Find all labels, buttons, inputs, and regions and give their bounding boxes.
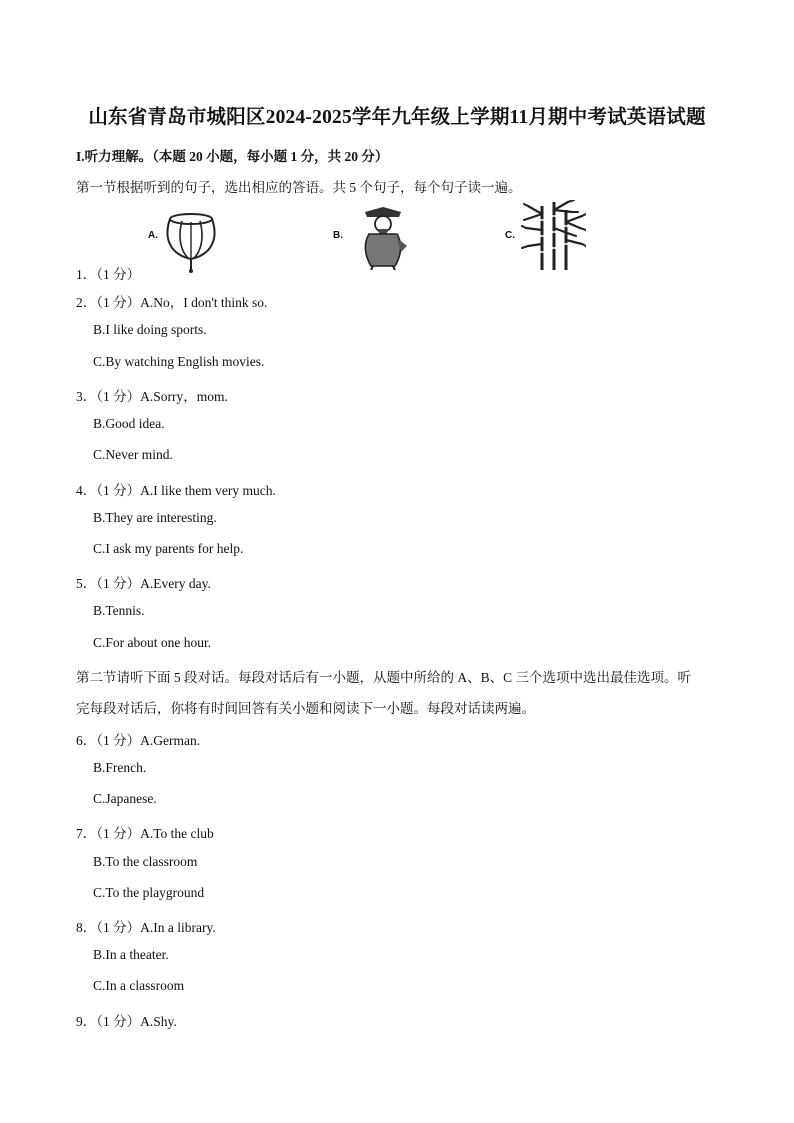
lantern-icon	[160, 210, 222, 274]
exam-title: 山东省青岛市城阳区2024-2025学年九年级上学期11月期中考试英语试题	[88, 107, 706, 128]
q6-option-c: C.Japanese.	[93, 791, 157, 806]
q6-stem: 6．（1 分）A.German.	[76, 733, 201, 748]
q7-option-b: B.To the classroom	[93, 854, 198, 869]
scholar-icon	[355, 204, 411, 270]
q3-stem: 3．（1 分）A.Sorry，mom.	[76, 389, 228, 404]
bamboo-icon	[520, 200, 586, 272]
picture-a-label: A.	[148, 230, 158, 241]
q8-option-c: C.In a classroom	[93, 978, 185, 993]
q2-option-b: B.I like doing sports.	[93, 322, 207, 337]
section1-instruction: 第一节根据听到的句子，选出相应的答语。共 5 个句子，每个句子读一遍。	[76, 180, 522, 195]
q3-option-b: B.Good idea.	[93, 416, 165, 431]
q2-option-c: C.By watching English movies.	[93, 354, 265, 369]
q6-option-b: B.French.	[93, 760, 147, 775]
q8-stem: 8．（1 分）A.In a library.	[76, 920, 216, 935]
picture-c-label: C.	[505, 230, 515, 241]
q5-stem: 5．（1 分）A.Every day.	[76, 576, 211, 591]
q5-option-b: B.Tennis.	[93, 603, 145, 618]
q4-option-b: B.They are interesting.	[93, 510, 217, 525]
picture-b-label: B.	[333, 230, 343, 241]
section2-instruction-line2: 完每段对话后，你将有时间回答有关小题和阅读下一小题。每段对话读两遍。	[76, 701, 535, 716]
section2-instruction-line1: 第二节请听下面 5 段对话。每段对话后有一小题，从题中所给的 A、B、C 三个选项中选出最佳选项。听	[76, 670, 692, 685]
q5-option-c: C.For about one hour.	[93, 635, 212, 650]
q7-stem: 7．（1 分）A.To the club	[76, 826, 214, 841]
q8-option-b: B.In a theater.	[93, 947, 169, 962]
q7-option-c: C.To the playground	[93, 885, 205, 900]
q1-number: 1．（1 分）	[76, 267, 141, 282]
q4-stem: 4．（1 分）A.I like them very much.	[76, 483, 276, 498]
part1-heading: I.听力理解。（本题 20 小题，每小题 1 分，共 20 分）	[76, 149, 389, 164]
q9-stem: 9．（1 分）A.Shy.	[76, 1014, 177, 1029]
q4-option-c: C.I ask my parents for help.	[93, 541, 244, 556]
q2-stem: 2．（1 分）A.No，I don't think so.	[76, 295, 268, 310]
q3-option-c: C.Never mind.	[93, 447, 173, 462]
